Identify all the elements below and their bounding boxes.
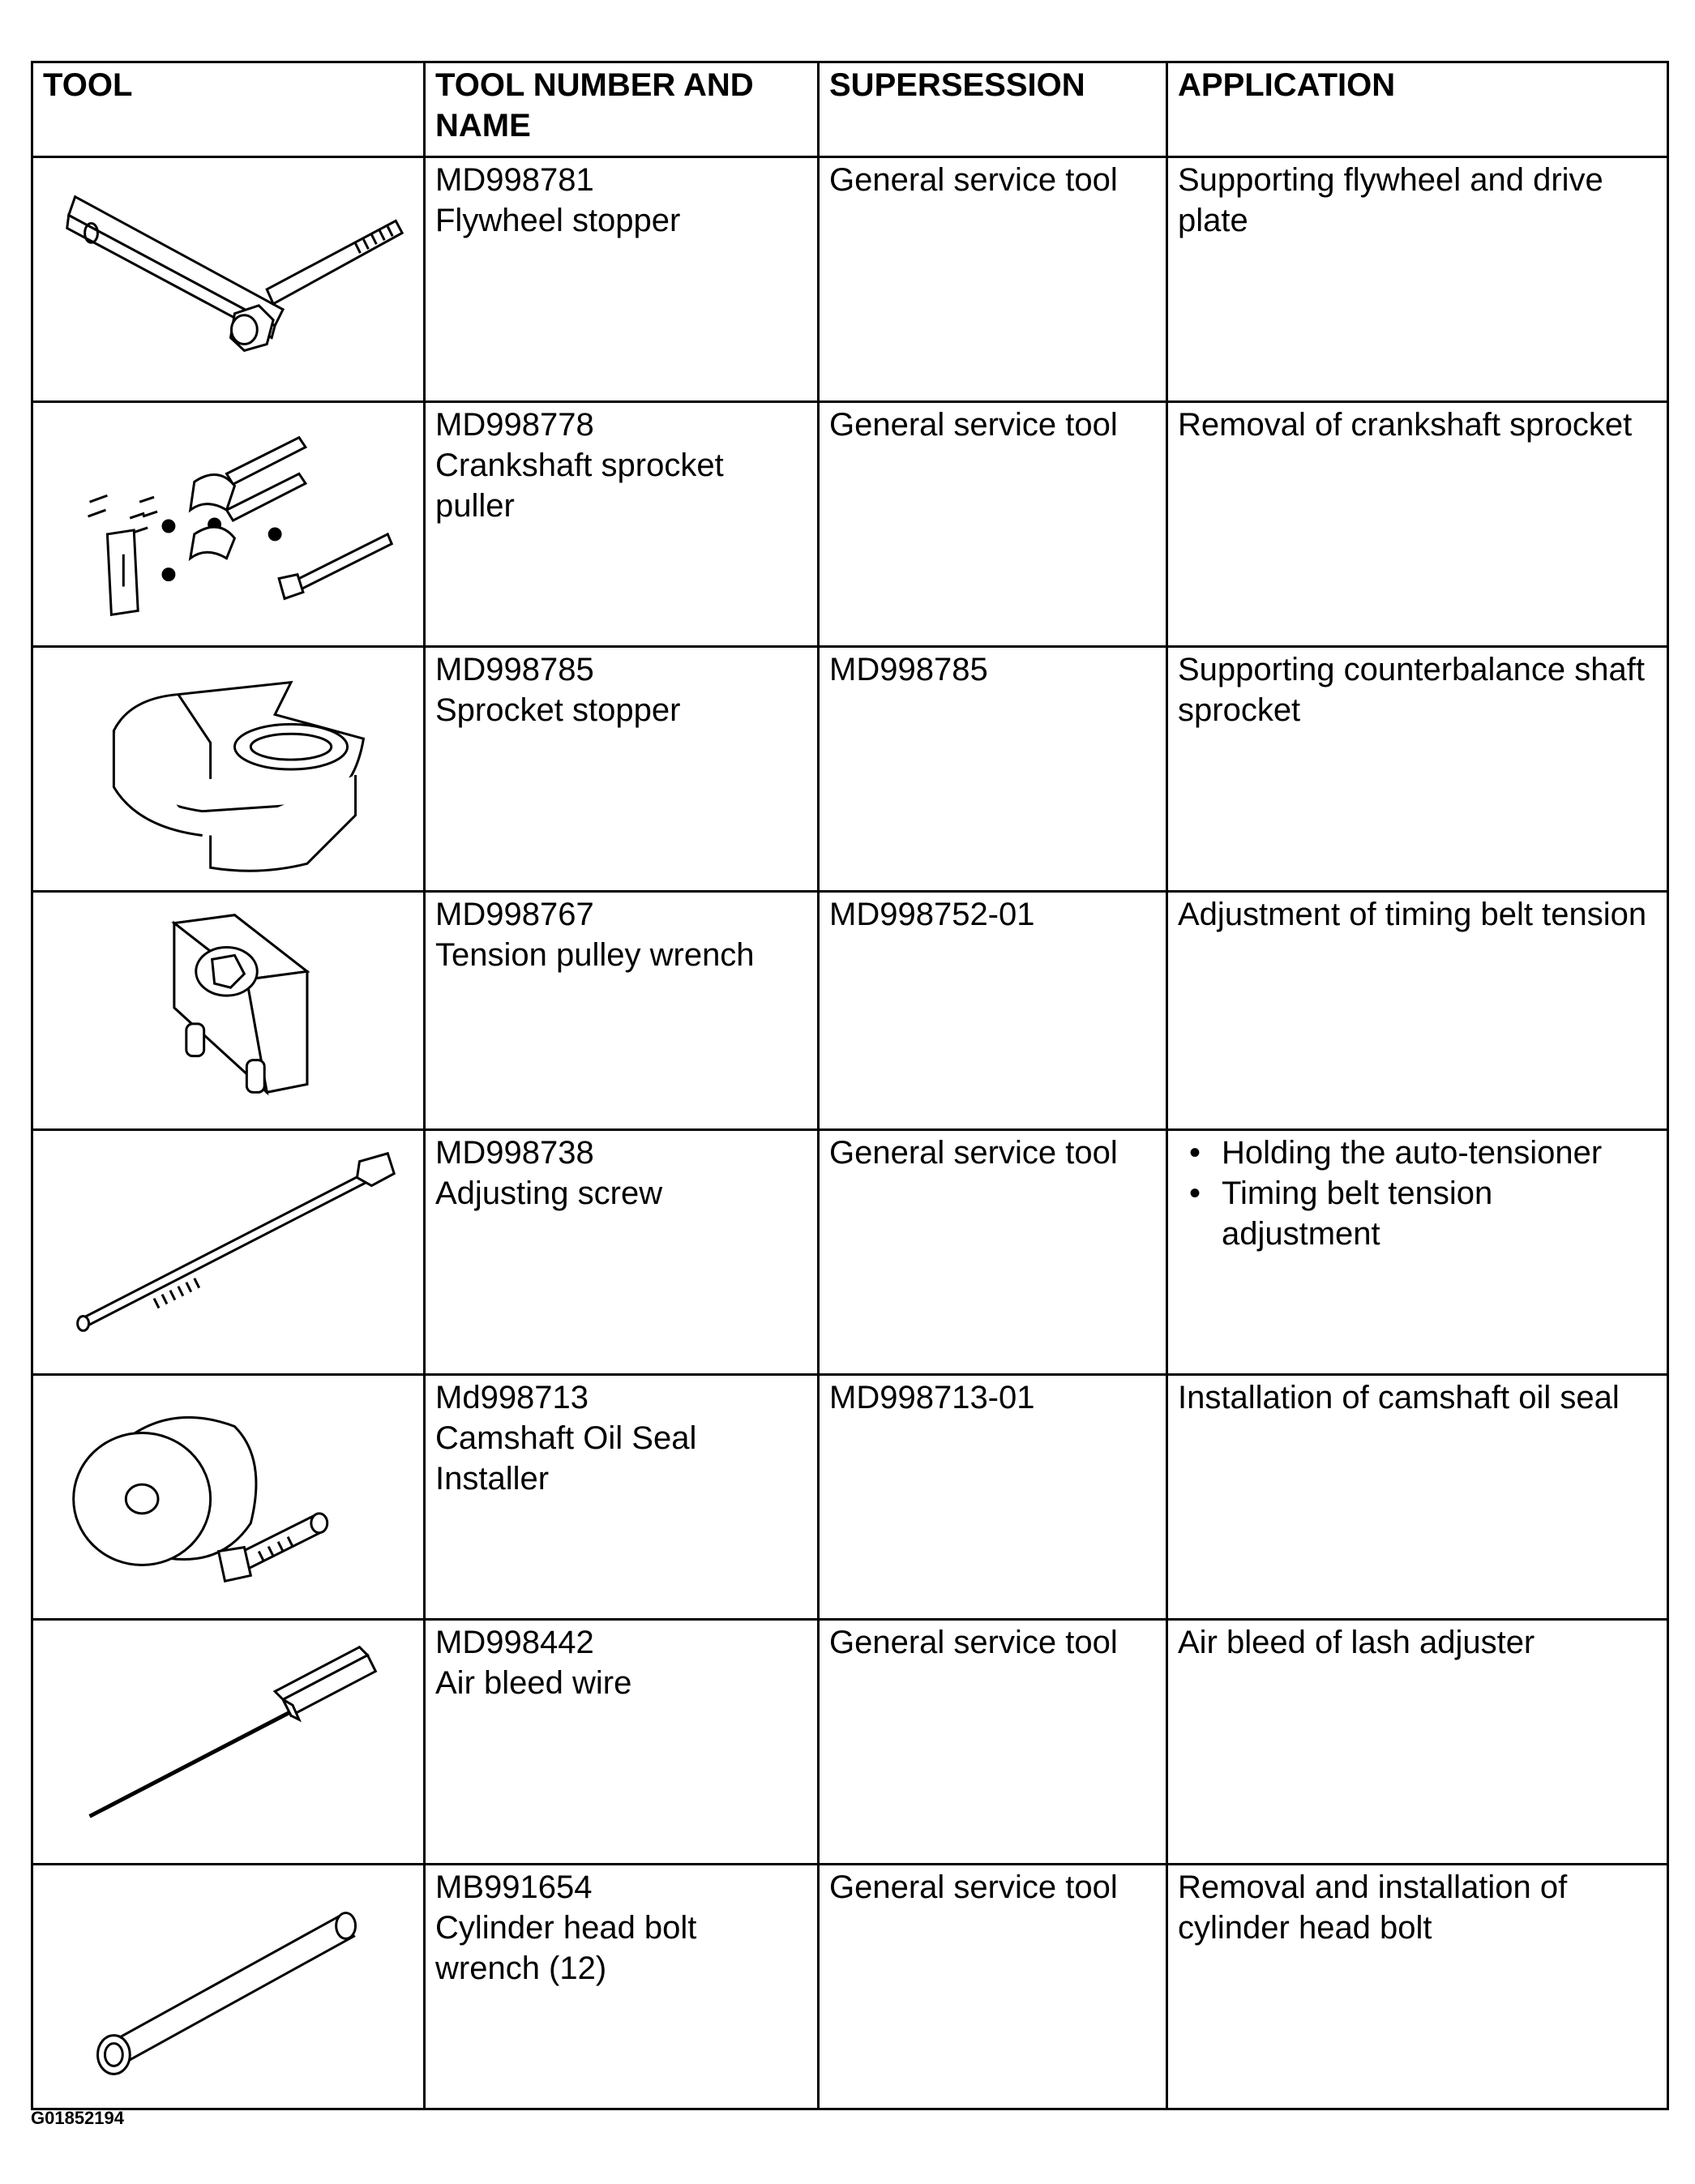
adjusting-screw-icon	[33, 1131, 423, 1373]
tool-number: MD998442	[435, 1625, 594, 1660]
tool-image-cell	[32, 1865, 425, 2109]
tool-number: Md998713	[435, 1380, 589, 1415]
tool-number-name-cell	[425, 1865, 819, 2109]
tool-number-name-cell	[425, 402, 819, 647]
tool-name: Cylinder head bolt wrench (12)	[435, 1910, 697, 1986]
table-row	[32, 647, 1668, 892]
application-cell: Adjustment of timing belt tension	[1167, 892, 1668, 1130]
application-list-item: • Holding the auto-tensioner	[1222, 1133, 1657, 1173]
tool-image-cell	[32, 1130, 425, 1375]
supersession-cell: MD998713-01	[819, 1375, 1167, 1620]
tool-number: MD998781	[435, 162, 594, 198]
tool-name: Crankshaft sprocket puller	[435, 448, 724, 524]
table-row	[32, 1620, 1668, 1865]
application-list-item: • Timing belt tension adjustment	[1222, 1173, 1657, 1254]
header-tool-number-name: TOOL NUMBER AND NAME	[425, 62, 819, 157]
tool-name: Adjusting screw	[435, 1176, 663, 1211]
table-row	[32, 157, 1668, 402]
table-row	[32, 1130, 1668, 1375]
supersession-cell: General service tool	[819, 1130, 1167, 1375]
oil-seal-installer-icon	[33, 1376, 423, 1618]
tool-number-name-cell	[425, 892, 819, 1130]
application-cell: Installation of camshaft oil seal	[1167, 1375, 1668, 1620]
table-row	[32, 1375, 1668, 1620]
tool-number: MB991654	[435, 1869, 593, 1905]
application-cell: Removal and installation of cylinder head bolt	[1167, 1865, 1668, 2109]
header-supersession: SUPERSESSION	[819, 62, 1167, 157]
header-application: APPLICATION	[1167, 62, 1668, 157]
supersession-cell: General service tool	[819, 402, 1167, 647]
supersession-cell: General service tool	[819, 1620, 1167, 1865]
tool-number: MD998767	[435, 897, 594, 932]
supersession-cell: MD998752-01	[819, 892, 1167, 1130]
tool-name: Sprocket stopper	[435, 692, 681, 728]
air-bleed-wire-icon	[33, 1621, 423, 1863]
tool-number-name-cell	[425, 157, 819, 402]
application-cell: Removal of crankshaft sprocket	[1167, 402, 1668, 647]
cylinder-head-bolt-wrench-icon	[33, 1865, 423, 2108]
tool-number: MD998778	[435, 407, 594, 443]
tool-image-cell	[32, 402, 425, 647]
tool-name: Flywheel stopper	[435, 203, 681, 238]
tool-number-name-cell	[425, 647, 819, 892]
special-tools-table	[31, 61, 1669, 2110]
table-row	[32, 892, 1668, 1130]
figure-id: G01852194	[31, 2108, 124, 2128]
tool-image-cell	[32, 892, 425, 1130]
tool-number-name-cell	[425, 1375, 819, 1620]
tool-image-cell	[32, 647, 425, 892]
tension-pulley-wrench-icon	[33, 893, 423, 1128]
sprocket-puller-icon	[33, 403, 423, 645]
application-cell: Supporting counterbalance shaft sprocket	[1167, 647, 1668, 892]
application-cell	[1167, 1130, 1668, 1375]
table-row	[32, 402, 1668, 647]
tool-number: MD998738	[435, 1135, 594, 1171]
sprocket-stopper-icon	[33, 648, 423, 890]
tool-name: Air bleed wire	[435, 1665, 632, 1701]
tool-image-cell	[32, 1620, 425, 1865]
tool-image-cell	[32, 157, 425, 402]
table-row	[32, 1865, 1668, 2109]
header-row	[32, 62, 1668, 157]
application-list	[1178, 1133, 1657, 1254]
tool-name: Camshaft Oil Seal Installer	[435, 1420, 697, 1497]
tool-number: MD998785	[435, 652, 594, 687]
supersession-cell: General service tool	[819, 1865, 1167, 2109]
header-tool: TOOL	[32, 62, 425, 157]
application-cell: Supporting flywheel and drive plate	[1167, 157, 1668, 402]
tool-number-name-cell	[425, 1620, 819, 1865]
tool-image-cell	[32, 1375, 425, 1620]
application-cell: Air bleed of lash adjuster	[1167, 1620, 1668, 1865]
supersession-cell: MD998785	[819, 647, 1167, 892]
flywheel-stopper-icon	[33, 158, 423, 400]
tool-number-name-cell	[425, 1130, 819, 1375]
tool-name: Tension pulley wrench	[435, 937, 755, 973]
supersession-cell: General service tool	[819, 157, 1167, 402]
